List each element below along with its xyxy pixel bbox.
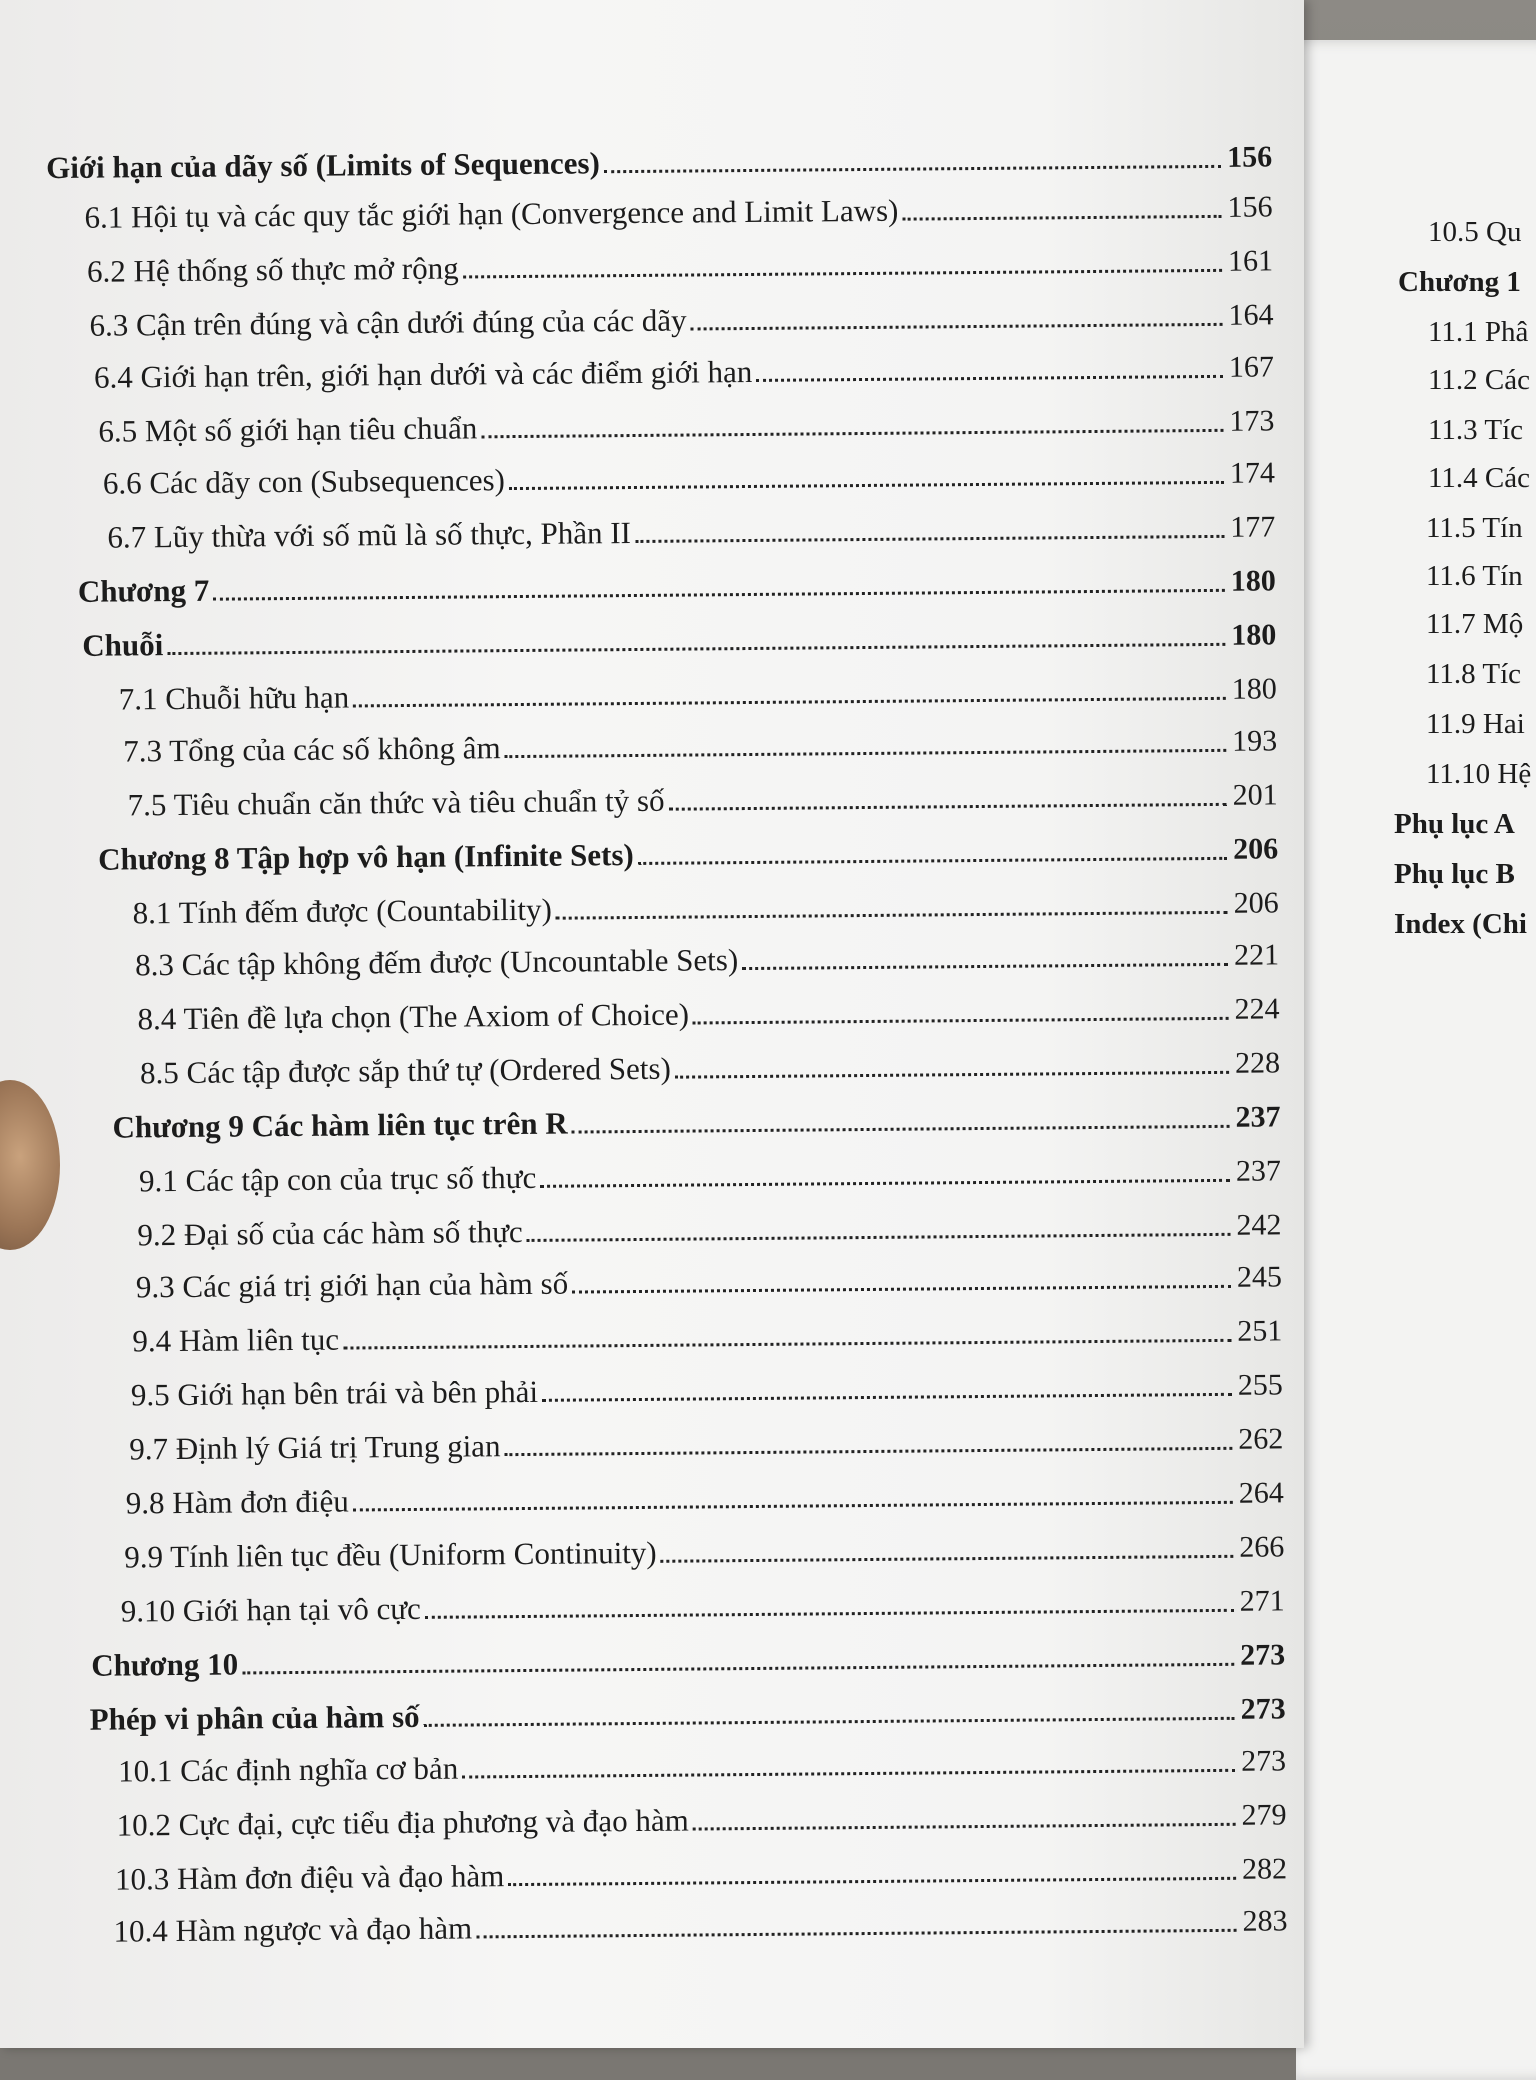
toc-entry-title: 10.1 Các định nghĩa cơ bản (117, 1750, 459, 1789)
toc-entry-title: 9.2 Đại số của các hàm số thực (137, 1214, 523, 1253)
dot-leader (527, 1232, 1231, 1242)
dot-leader (481, 428, 1223, 438)
toc-entry-page-number: 161 (1227, 244, 1274, 278)
toc-entry-title: 7.1 Chuỗi hữu hạn (118, 679, 350, 717)
toc-entry (128, 775, 1278, 825)
toc-entry (135, 935, 1279, 985)
right-toc-entry: 11.2 Các (1428, 364, 1531, 396)
dot-leader (572, 1284, 1231, 1294)
dot-leader (556, 910, 1228, 920)
toc-entry (137, 989, 1279, 1039)
toc-entry (140, 1043, 1280, 1093)
toc-entry-page-number: 237 (1235, 1154, 1282, 1188)
dot-leader (669, 802, 1227, 811)
toc-entry-page-number: 167 (1228, 350, 1275, 384)
toc-entry-page-number: 282 (1241, 1852, 1288, 1886)
toc-entry (82, 615, 1276, 665)
dot-leader (505, 1446, 1233, 1456)
toc-entry-title: 8.1 Tính đếm được (Countability) (132, 891, 553, 931)
toc-entry-page-number: 228 (1234, 1046, 1281, 1080)
toc-entry-page-number: 262 (1238, 1422, 1284, 1456)
dot-leader (902, 214, 1221, 221)
toc-entry-title: Chương 10 (91, 1646, 239, 1683)
dot-leader (604, 164, 1221, 173)
toc-entry-page-number: 264 (1238, 1476, 1284, 1510)
toc-entry-title: 9.9 Tính liên tục đều (Uniform Continuity) (124, 1534, 657, 1575)
right-toc-entry: Chương 1 (1398, 266, 1521, 298)
toc-entry-page-number: 180 (1231, 618, 1277, 652)
toc-entry-title: Chuỗi (82, 627, 164, 663)
toc-entry (78, 561, 1276, 611)
dot-leader (343, 1338, 1231, 1350)
toc-entry (98, 401, 1274, 451)
toc-entry-page-number: 193 (1232, 724, 1278, 758)
right-toc-entry: 11.8 Tíc (1426, 658, 1522, 690)
toc-entry-title: 9.3 Các giá trị giới hạn của hàm số (135, 1265, 569, 1305)
toc-entry (103, 453, 1275, 503)
toc-entry (137, 1205, 1281, 1255)
dot-leader (508, 1876, 1236, 1886)
right-toc-entry: 11.5 Tín (1426, 512, 1523, 544)
toc-entry-page-number: 271 (1239, 1584, 1285, 1618)
toc-entry-title: 6.2 Hệ thống số thực mở rộng (86, 250, 459, 289)
toc-entry (136, 1257, 1282, 1307)
dot-leader (476, 1928, 1236, 1939)
dot-leader (509, 480, 1224, 490)
toc-entry-title: 10.2 Cực đại, cực tiểu địa phương và đạo hàm (116, 1802, 689, 1843)
right-toc-entry: Index (Chi (1394, 908, 1527, 940)
toc-entry-title: 9.4 Hàm liên tục (132, 1321, 340, 1359)
toc-entry-title: 10.3 Hàm đơn điệu và đạo hàm (114, 1858, 505, 1897)
toc-entry-page-number: 273 (1240, 1692, 1286, 1726)
toc-entry-title: 9.10 Giới hạn tại vô cực (120, 1590, 421, 1629)
toc-entry (91, 1635, 1285, 1685)
toc-entry-title: 6.1 Hội tụ và các quy tắc giới hạn (Convergence and Limit Laws) (84, 192, 899, 235)
toc-entry-page-number: 279 (1241, 1798, 1287, 1832)
toc-entry (132, 1311, 1282, 1361)
toc-entry (87, 241, 1273, 291)
toc-entry-page-number: 237 (1235, 1100, 1281, 1134)
toc-entry (84, 187, 1272, 237)
dot-leader (425, 1608, 1234, 1619)
toc-entry-title: 6.4 Giới hạn trên, giới hạn dưới và các điểm giới hạn (93, 353, 753, 395)
toc-entry-title: 7.3 Tổng của các số không âm (123, 730, 501, 769)
dot-leader (463, 268, 1222, 279)
toc-entry-title: 10.4 Hàm ngược và đạo hàm (113, 1910, 473, 1949)
toc-entry (123, 721, 1277, 771)
right-toc-entry: 11.9 Hai (1426, 708, 1525, 740)
dot-leader (661, 1554, 1234, 1563)
toc-entry-title: 6.3 Cận trên đúng và cận dưới đúng của các dãy (89, 302, 687, 343)
toc-entry (139, 1151, 1281, 1201)
dot-leader (635, 534, 1224, 543)
toc-entry-title: 6.5 Một số giới hạn tiêu chuẩn (98, 410, 478, 449)
toc-entry-page-number: 173 (1229, 404, 1275, 438)
toc-entry-page-number: 177 (1230, 510, 1276, 544)
toc-entry-page-number: 206 (1233, 886, 1279, 920)
toc-entry-title: 9.7 Định lý Giá trị Trung gian (129, 1428, 501, 1467)
toc-entry (112, 1097, 1280, 1147)
dot-leader (505, 748, 1227, 758)
toc-entry-page-number: 273 (1240, 1744, 1287, 1778)
toc-entry (46, 137, 1272, 188)
dot-leader (638, 856, 1227, 865)
toc-entry (126, 1473, 1284, 1523)
toc-entry-title: 8.3 Các tập không đếm được (Uncountable Sets) (134, 942, 739, 983)
dot-leader (462, 1768, 1235, 1779)
dot-leader (675, 1070, 1229, 1079)
toc-entry-page-number: 180 (1230, 564, 1276, 598)
toc-entry-page-number: 273 (1240, 1638, 1286, 1672)
right-toc-entry: Phụ lục A (1394, 808, 1515, 840)
dot-leader (353, 696, 1226, 708)
right-toc-entry: Phụ lục B (1394, 858, 1515, 890)
toc-entry-title: 9.1 Các tập con của trục số thực (138, 1159, 537, 1199)
dot-leader (542, 1392, 1232, 1402)
toc-entry-title: Phép vi phân của hàm số (89, 1698, 420, 1737)
toc-entry-page-number: 156 (1227, 190, 1273, 224)
dot-leader (424, 1716, 1235, 1727)
right-toc-entry: 11.6 Tín (1426, 560, 1523, 592)
toc-entry-page-number: 245 (1236, 1260, 1283, 1294)
dot-leader (693, 1822, 1236, 1831)
toc-entry-title: 6.6 Các dãy con (Subsequences) (102, 462, 506, 501)
toc-entry-title: Chương 8 Tập hợp vô hạn (Infinite Sets) (98, 837, 634, 877)
dot-leader (167, 642, 1225, 655)
right-toc-entry: 11.3 Tíc (1428, 414, 1524, 446)
dot-leader (691, 322, 1223, 331)
toc-entry (90, 1689, 1286, 1739)
toc-entry (118, 1741, 1286, 1791)
dot-leader (540, 1178, 1230, 1188)
toc-entry-page-number: 164 (1228, 298, 1274, 332)
dot-leader (242, 1662, 1234, 1675)
toc-entry-title: Giới hạn của dãy số (Limits of Sequences) (46, 145, 600, 186)
toc-entry-title: 7.5 Tiêu chuẩn căn thức và tiêu chuẩn tỷ số (127, 782, 665, 823)
toc-entry (115, 1849, 1287, 1899)
toc-entry (94, 347, 1274, 397)
right-toc-entry: 10.5 Qu (1428, 216, 1522, 248)
toc-entry-page-number: 180 (1231, 672, 1277, 706)
right-toc-entry: 11.7 Mộ (1426, 608, 1524, 640)
toc-entry (119, 669, 1277, 719)
toc-entry-page-number: 221 (1233, 938, 1280, 972)
toc-entry-title: 9.8 Hàm đơn điệu (125, 1483, 349, 1521)
dot-leader (742, 962, 1228, 970)
toc-entry-page-number: 251 (1237, 1314, 1283, 1348)
right-toc-entry: 11.10 Hệ (1426, 758, 1532, 790)
toc-entry (124, 1527, 1284, 1577)
toc-entry (131, 1365, 1283, 1415)
toc-entry (89, 295, 1273, 345)
right-toc-entry: 11.4 Các (1428, 462, 1531, 494)
toc-entry-page-number: 174 (1229, 456, 1276, 490)
toc-entry-title: 6.7 Lũy thừa với số mũ là số thực, Phần II (107, 515, 632, 555)
toc-entry-title: Chương 9 Các hàm liên tục trên R (112, 1105, 568, 1145)
toc-entry (129, 1419, 1283, 1469)
toc-entry (98, 829, 1278, 879)
toc-entry-title: Chương 7 (77, 572, 210, 609)
toc-entry-page-number: 224 (1234, 992, 1280, 1026)
dot-leader (213, 588, 1225, 601)
toc-entry (113, 1901, 1287, 1951)
toc-entry (116, 1795, 1286, 1845)
dot-leader (572, 1124, 1230, 1134)
toc-entry (121, 1581, 1285, 1631)
toc-entry (107, 507, 1275, 557)
toc-entry-title: 9.5 Giới hạn bên trái và bên phải (130, 1373, 539, 1413)
toc-entry-page-number: 201 (1232, 778, 1278, 812)
right-toc-entry: 11.1 Phâ (1428, 316, 1529, 348)
toc-entry-title: 8.5 Các tập được sắp thứ tự (Ordered Sets) (139, 1050, 672, 1091)
toc-entry-page-number: 156 (1226, 140, 1273, 174)
toc-entry-page-number: 255 (1237, 1368, 1283, 1402)
toc-entry (132, 883, 1278, 933)
toc-entry-page-number: 283 (1242, 1904, 1288, 1938)
dot-leader (693, 1016, 1229, 1025)
toc-entry-page-number: 206 (1233, 832, 1279, 866)
toc-entry-page-number: 242 (1236, 1208, 1282, 1242)
dot-leader (353, 1500, 1233, 1512)
dot-leader (756, 374, 1223, 382)
toc-entry-page-number: 266 (1239, 1530, 1285, 1564)
toc-entry-title: 8.4 Tiên đề lựa chọn (The Axiom of Choice) (137, 996, 690, 1037)
